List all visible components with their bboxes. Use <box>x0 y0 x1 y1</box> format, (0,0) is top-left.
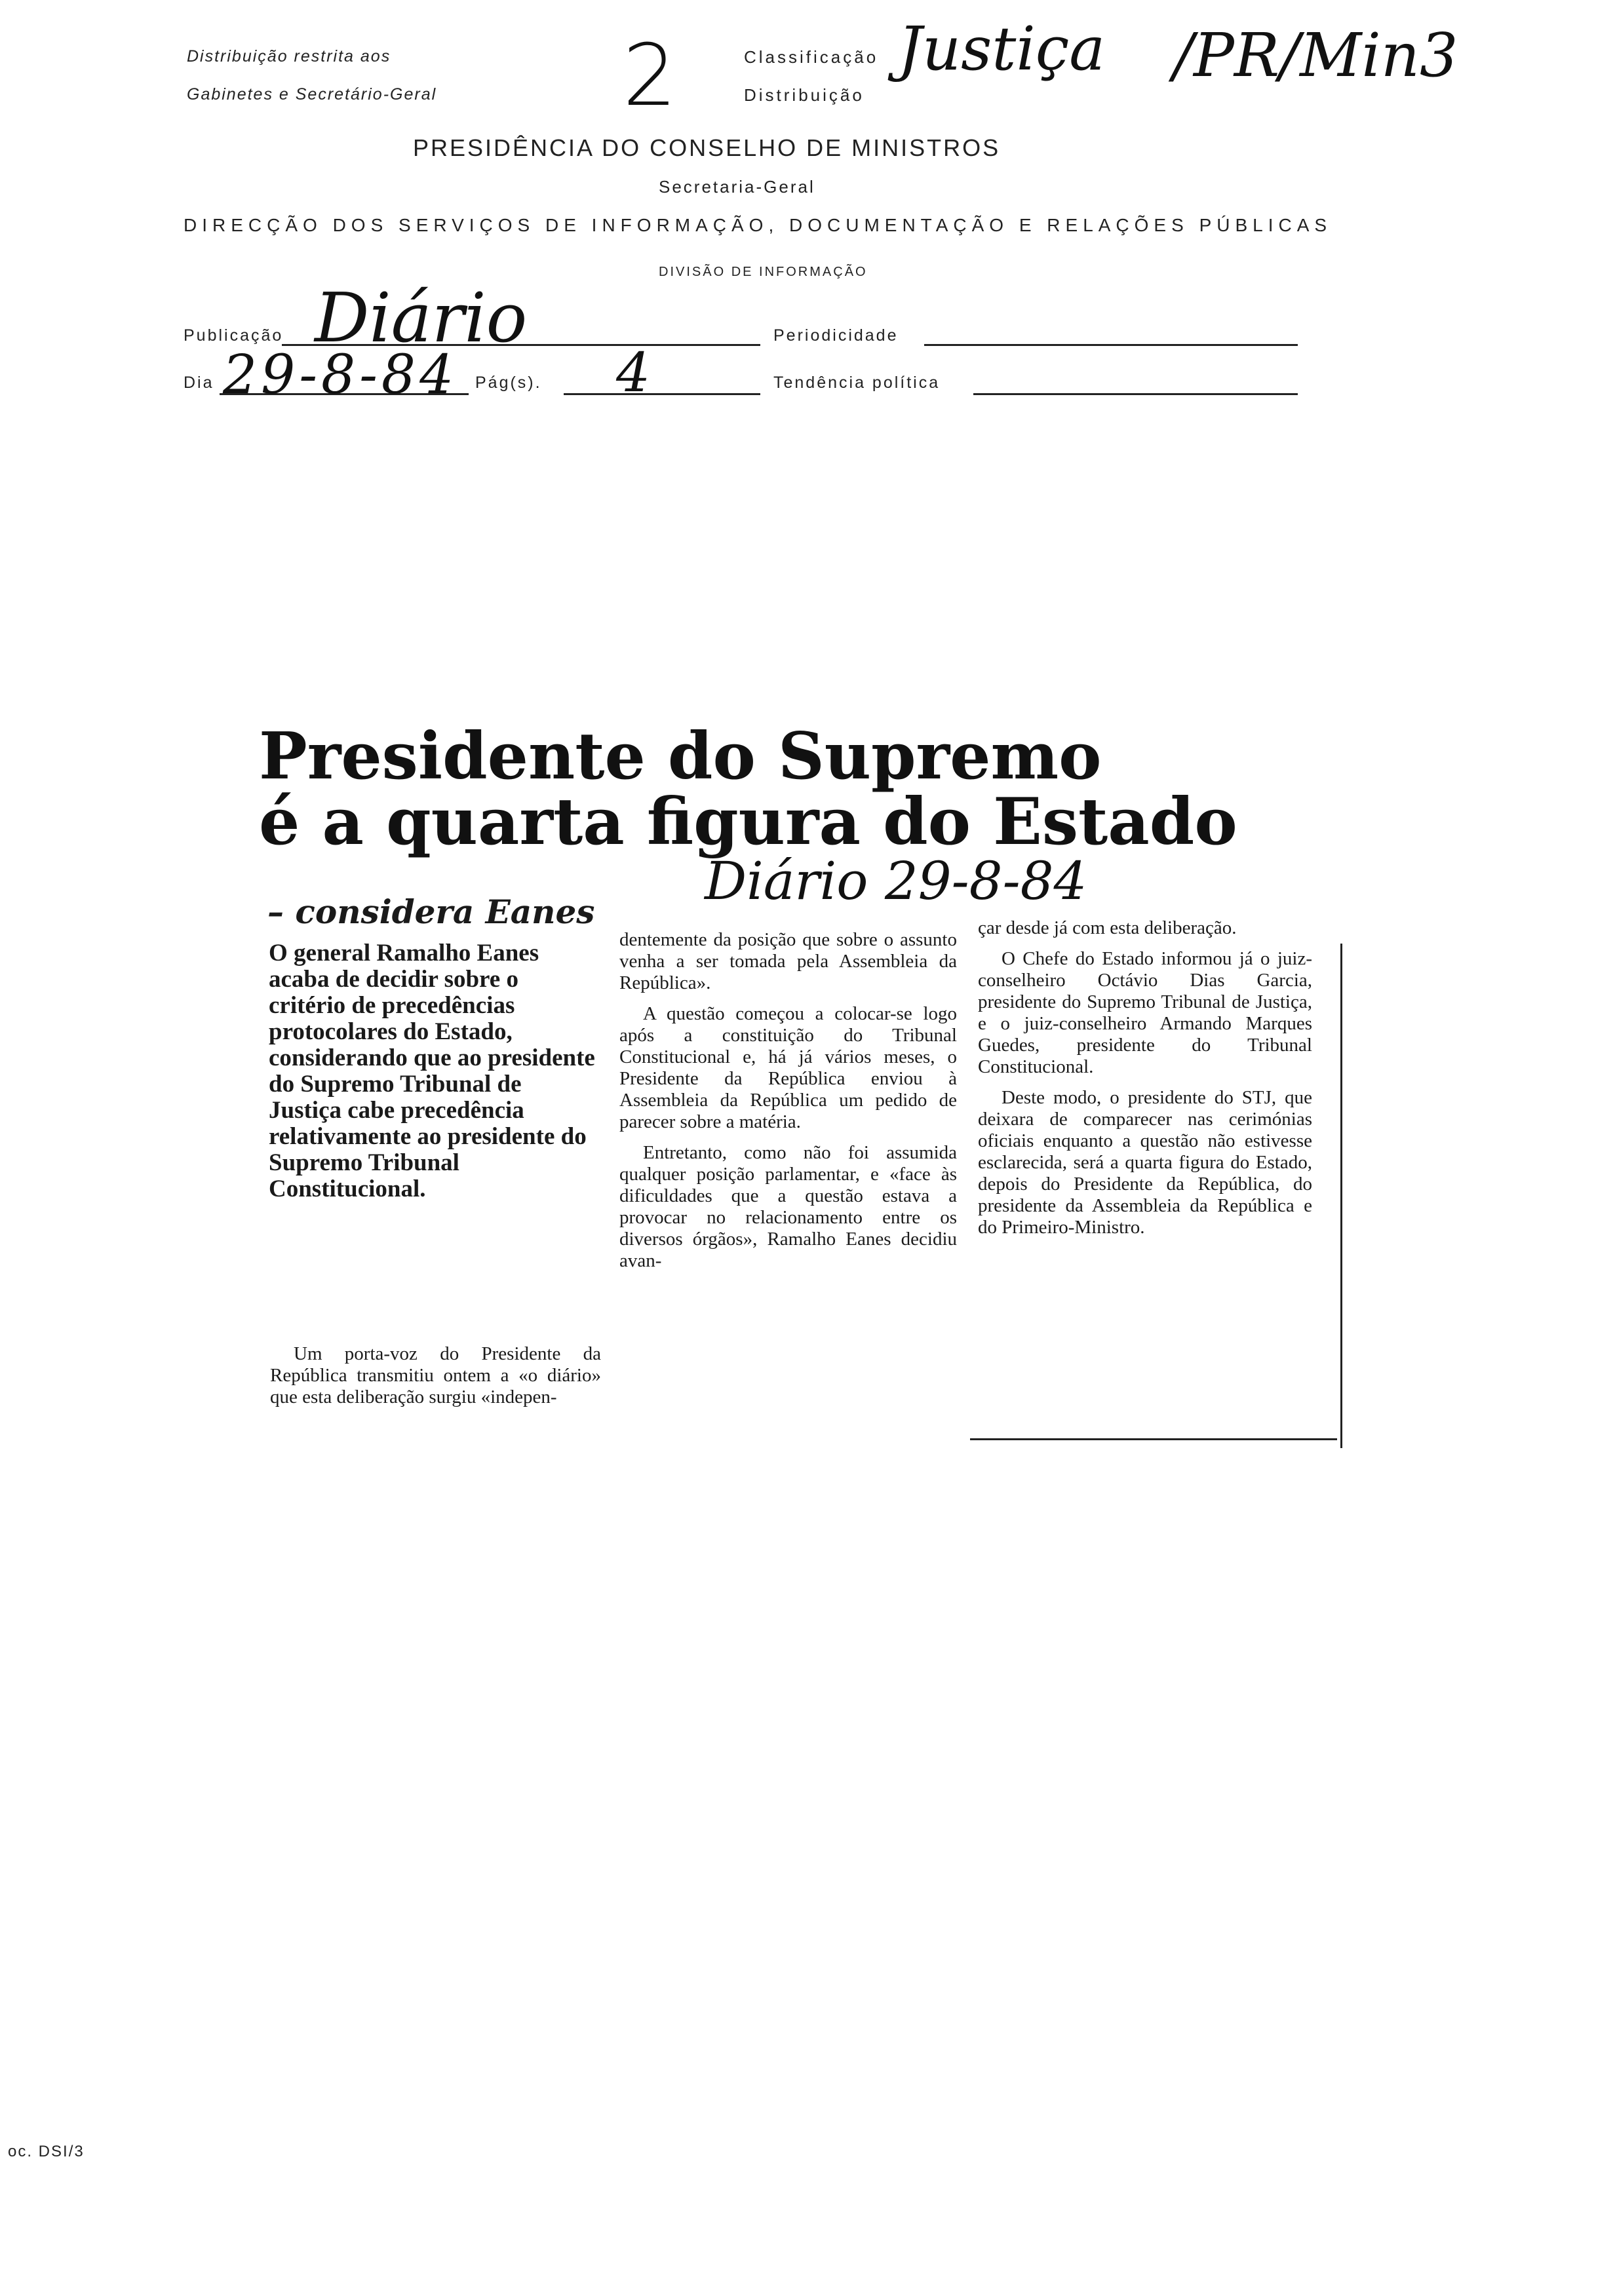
column-2-paragraph: Entretanto, como não foi assumida qualquer posição parlamentar, e «face às dificuldades que a questão estava a provocar no relacionamento entre os diversos órgãos», Ramalho Eanes decidiu avan- <box>619 1142 957 1271</box>
distribution-line-1: Distribuição restrita aos <box>187 47 391 66</box>
secretaria-label: Secretaria-Geral <box>659 177 815 197</box>
handwritten-classificacao: Justiça <box>898 14 1106 84</box>
periodicidade-line <box>924 344 1298 346</box>
pags-label: Pág(s). <box>475 373 542 392</box>
byline: – considera Eanes <box>267 892 595 931</box>
divisao-label: DIVISÃO DE INFORMAÇÃO <box>659 265 868 279</box>
handwritten-article-mark: Diário 29-8-84 <box>705 851 1087 911</box>
direccao-label: DIRECÇÃO DOS SERVIÇOS DE INFORMAÇÃO, DOCUMENTAÇÃO E RELAÇÕES PÚBLICAS <box>184 215 1333 235</box>
column-2-paragraph: dentemente da posição que sobre o assunto venha a ser tomada pela Assembleia da República». <box>619 929 957 993</box>
headline-line-1: Presidente do Supremo <box>259 719 1102 794</box>
handwritten-publicacao: Diário <box>315 278 528 358</box>
clipping-edge-line <box>1340 944 1342 1448</box>
column-3-paragraph: O Chefe do Estado informou já o juiz-conselheiro Octávio Dias Garcia, presidente do Supremo Tribunal de Justiça, e o juiz-conselheiro Armando Marques Guedes, presidente do Tribunal Constitucional. <box>978 948 1312 1077</box>
column-1-paragraph: Um porta-voz do Presidente da República transmitiu ontem a «o diário» que esta deliberação surgiu «indepen- <box>270 1343 601 1407</box>
handwritten-dia: 29-8-84 <box>223 344 458 406</box>
column-3-paragraph: çar desde já com esta deliberação. <box>978 917 1237 938</box>
headline-line-2: é a quarta figura do Estado <box>259 784 1237 860</box>
distribution-line-2: Gabinetes e Secretário-Geral <box>187 85 437 104</box>
distribuicao-label: Distribuição <box>744 85 865 105</box>
footer-code: oc. DSI/3 <box>8 2143 85 2160</box>
column-3-paragraph: Deste modo, o presidente do STJ, que deixara de comparecer nas cerimónias oficiais enquanto a questão não estivesse esclarecida, será a quarta figura do Estado, depois do Presidente da República, do presidente da Assembleia da República e do Primeiro-Ministro. <box>978 1087 1312 1238</box>
article-column-1 <box>270 1343 601 1417</box>
tendencia-label: Tendência política <box>773 373 941 392</box>
handwritten-routing: /PR/Min3 <box>1173 20 1458 90</box>
dia-label: Dia <box>184 373 214 392</box>
pags-line <box>564 393 760 395</box>
lead-paragraph: O general Ramalho Eanes acaba de decidir sobre o critério de precedências protocolares do Estado, considerando que ao presidente do Supremo Tribunal de Justiça cabe precedência relativamente ao presidente do Supremo Tribunal Constitucional. <box>269 940 595 1202</box>
article-end-rule <box>970 1438 1337 1440</box>
institution-title: PRESIDÊNCIA DO CONSELHO DE MINISTROS <box>413 134 1001 161</box>
handwritten-pags: 4 <box>616 342 651 404</box>
tendencia-line <box>973 393 1298 395</box>
periodicidade-label: Periodicidade <box>773 326 899 345</box>
handwritten-number: 2 <box>623 26 677 125</box>
column-2-paragraph: A questão começou a colocar-se logo após a constituição do Tribunal Constitucional e, há já vários meses, o Presidente da República enviou à Assembleia da República um pedido de parecer sobre a matéria. <box>619 1003 957 1132</box>
article-column-2 <box>619 929 957 1281</box>
publicacao-label: Publicação <box>184 326 284 345</box>
classificacao-label: Classificação <box>744 47 879 67</box>
article-column-3 <box>978 917 1312 1248</box>
